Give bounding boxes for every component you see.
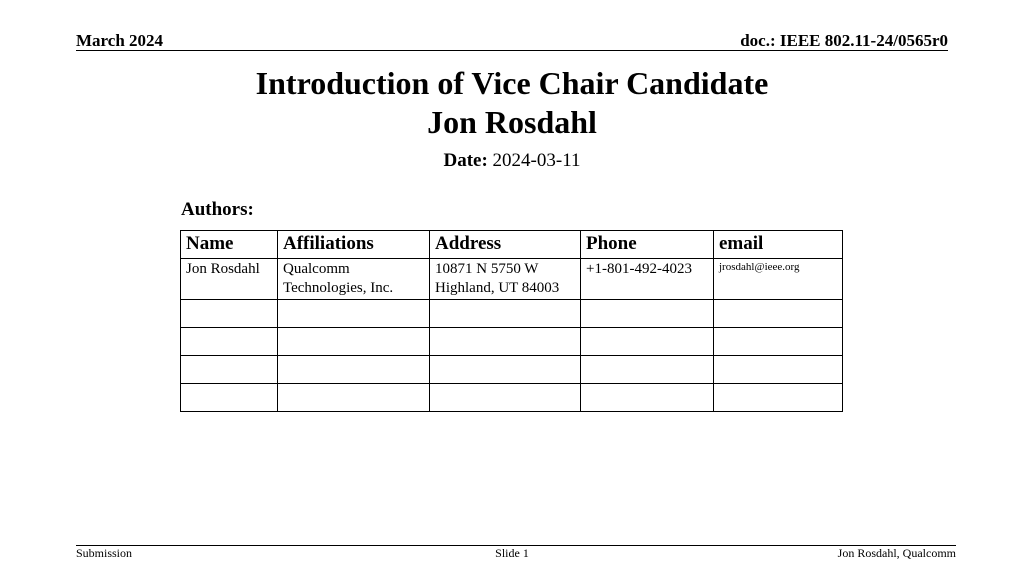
table-cell-empty bbox=[714, 300, 843, 328]
table-cell-empty bbox=[430, 384, 581, 412]
footer-submission: Submission bbox=[76, 546, 133, 560]
table-cell-empty bbox=[714, 328, 843, 356]
author-affiliation bbox=[278, 259, 430, 300]
authors-label: Authors: bbox=[181, 199, 254, 220]
author-address bbox=[430, 259, 581, 300]
table-cell-empty bbox=[581, 300, 714, 328]
table-row bbox=[181, 259, 843, 300]
table-row-empty bbox=[181, 328, 843, 356]
table-cell-empty bbox=[714, 356, 843, 384]
table-cell-empty bbox=[581, 384, 714, 412]
table-cell-empty bbox=[278, 300, 430, 328]
author-address-line-2: Highland, UT 84003 bbox=[435, 280, 560, 296]
table-cell-empty bbox=[278, 356, 430, 384]
table-cell-empty bbox=[181, 384, 278, 412]
footer-slide-number: Slide 1 bbox=[495, 546, 529, 560]
table-cell-empty bbox=[581, 328, 714, 356]
footer-author: Jon Rosdahl, Qualcomm bbox=[837, 546, 956, 560]
table-cell-empty bbox=[581, 356, 714, 384]
column-header-email: email bbox=[714, 231, 843, 259]
author-email: jrosdahl@ieee.org bbox=[714, 259, 843, 300]
column-header-affiliations: Affiliations bbox=[278, 231, 430, 259]
author-affiliation-line-2: Technologies, Inc. bbox=[283, 280, 394, 296]
table-cell-empty bbox=[181, 300, 278, 328]
table-cell-empty bbox=[181, 328, 278, 356]
author-address-line-1: 10871 N 5750 W bbox=[435, 261, 539, 277]
slide-title-line-2: Jon Rosdahl bbox=[427, 104, 597, 140]
table-cell-empty bbox=[278, 328, 430, 356]
author-name: Jon Rosdahl bbox=[181, 259, 278, 300]
table-row-empty bbox=[181, 384, 843, 412]
table-row-empty bbox=[181, 300, 843, 328]
date-label: Date: bbox=[443, 150, 488, 171]
table-row-empty bbox=[181, 356, 843, 384]
column-header-name: Name bbox=[181, 231, 278, 259]
header-divider bbox=[76, 50, 948, 51]
table-cell-empty bbox=[714, 384, 843, 412]
table-cell-empty bbox=[181, 356, 278, 384]
authors-table bbox=[180, 230, 843, 412]
column-header-phone: Phone bbox=[581, 231, 714, 259]
author-phone: +1-801-492-4023 bbox=[581, 259, 714, 300]
authors-header-row bbox=[181, 231, 843, 259]
slide-title-line-1: Introduction of Vice Chair Candidate bbox=[255, 65, 769, 101]
column-header-address: Address bbox=[430, 231, 581, 259]
header-doc-id: doc.: IEEE 802.11-24/0565r0 bbox=[740, 31, 948, 50]
header-date: March 2024 bbox=[76, 31, 164, 50]
slide-title bbox=[0, 64, 1024, 142]
table-cell-empty bbox=[278, 384, 430, 412]
table-cell-empty bbox=[430, 300, 581, 328]
table-cell-empty bbox=[430, 356, 581, 384]
date-value: 2024-03-11 bbox=[492, 150, 581, 171]
table-cell-empty bbox=[430, 328, 581, 356]
author-affiliation-line-1: Qualcomm bbox=[283, 261, 350, 277]
slide-date bbox=[0, 150, 1024, 172]
